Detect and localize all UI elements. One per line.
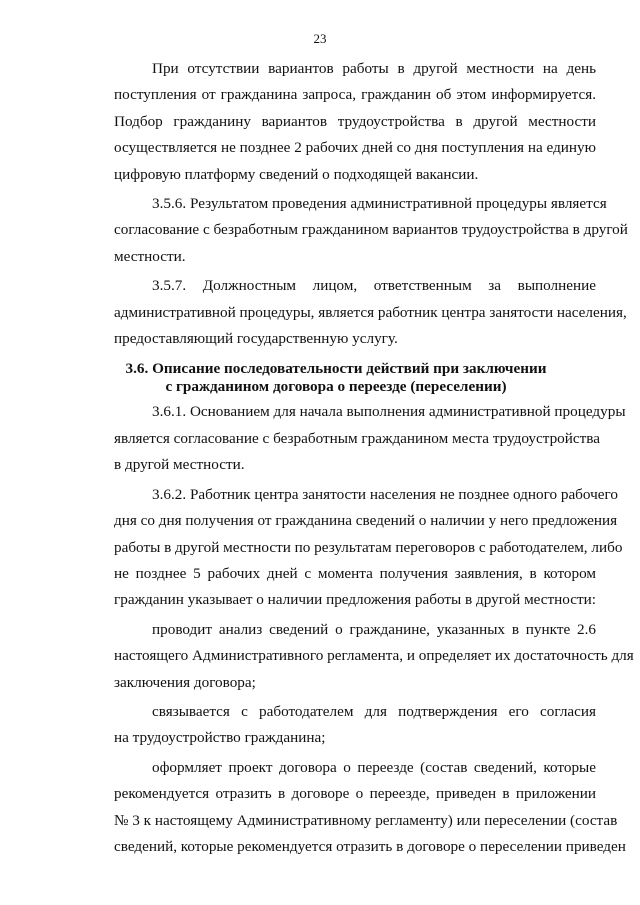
text-line: № 3 к настоящему Административному регламенту) или переселении (состав [114, 811, 618, 829]
text-line: оформляет проект договора о переезде (состав сведений, которые [152, 758, 596, 776]
paragraph-3-5-7 [76, 273, 627, 352]
page-number: 23 [313, 31, 327, 46]
document-body [76, 56, 634, 863]
text-line: заключения договора; [114, 673, 256, 691]
text-line: гражданин указывает о наличии предложения работы в другой местности: [114, 591, 597, 609]
text-line: в другой местности. [114, 456, 245, 474]
text-line: 3.6.1. Основанием для начала выполнения административной процедуры [152, 403, 626, 421]
text-line: предоставляющий государственную услугу. [114, 330, 398, 348]
paragraph-3-5-6 [76, 191, 628, 270]
paragraph-draft-contract [76, 755, 626, 861]
text-line: не позднее 5 рабочих дней с момента получения заявления, в котором [114, 564, 596, 582]
text-line: 3.5.6. Результатом проведения административной процедуры является [152, 195, 607, 213]
text-line: дня со дня получения от гражданина сведений о наличии у него предложения [114, 512, 618, 530]
heading-line: с гражданином договора о переезде (переселении) [165, 377, 507, 395]
heading-line: 3.6. Описание последовательности действий при заключении [125, 360, 547, 378]
section-heading-3-6 [76, 360, 596, 395]
text-line: проводит анализ сведений о гражданине, указанных в пункте 2.6 [152, 620, 596, 638]
text-line: осуществляется не позднее 2 рабочих дней со дня поступления на единую [114, 139, 596, 157]
text-line: Подбор гражданину вариантов трудоустройства в другой местности [114, 112, 596, 130]
text-line: настоящего Административного регламента, и определяет их достаточность для [114, 647, 634, 665]
text-line: согласование с безработным гражданином вариантов трудоустройства в другой [114, 221, 628, 239]
text-line: административной процедуры, является работник центра занятости населения, [114, 303, 627, 321]
text-line: поступления от гражданина запроса, гражданин об этом информируется. [114, 86, 596, 104]
text-line: цифровую платформу сведений о подходящей вакансии. [114, 165, 479, 183]
paragraph-analysis [76, 617, 634, 696]
paragraph-no-vacancies [76, 56, 596, 188]
text-line: является согласование с безработным гражданином места трудоустройства [114, 429, 600, 447]
text-line: сведений, которые рекомендуется отразить в договоре о переселении приведен [114, 837, 626, 855]
text-line: работы в другой местности по результатам переговоров с работодателем, либо [114, 538, 623, 556]
paragraph-3-6-2 [76, 482, 623, 614]
text-line: местности. [114, 247, 186, 265]
text-line: рекомендуется отразить в договоре о переезде, приведен в приложении [114, 785, 596, 803]
text-line: 3.5.7. Должностным лицом, ответственным за выполнение [152, 277, 596, 295]
paragraph-3-6-1 [76, 399, 626, 478]
text-line: связывается с работодателем для подтверждения его согласия [152, 702, 596, 720]
paragraph-contact-employer [76, 699, 596, 752]
text-line: 3.6.2. Работник центра занятости населения не позднее одного рабочего [152, 485, 618, 503]
text-line: При отсутствии вариантов работы в другой местности на день [152, 60, 596, 77]
text-line: на трудоустройство гражданина; [114, 729, 326, 747]
